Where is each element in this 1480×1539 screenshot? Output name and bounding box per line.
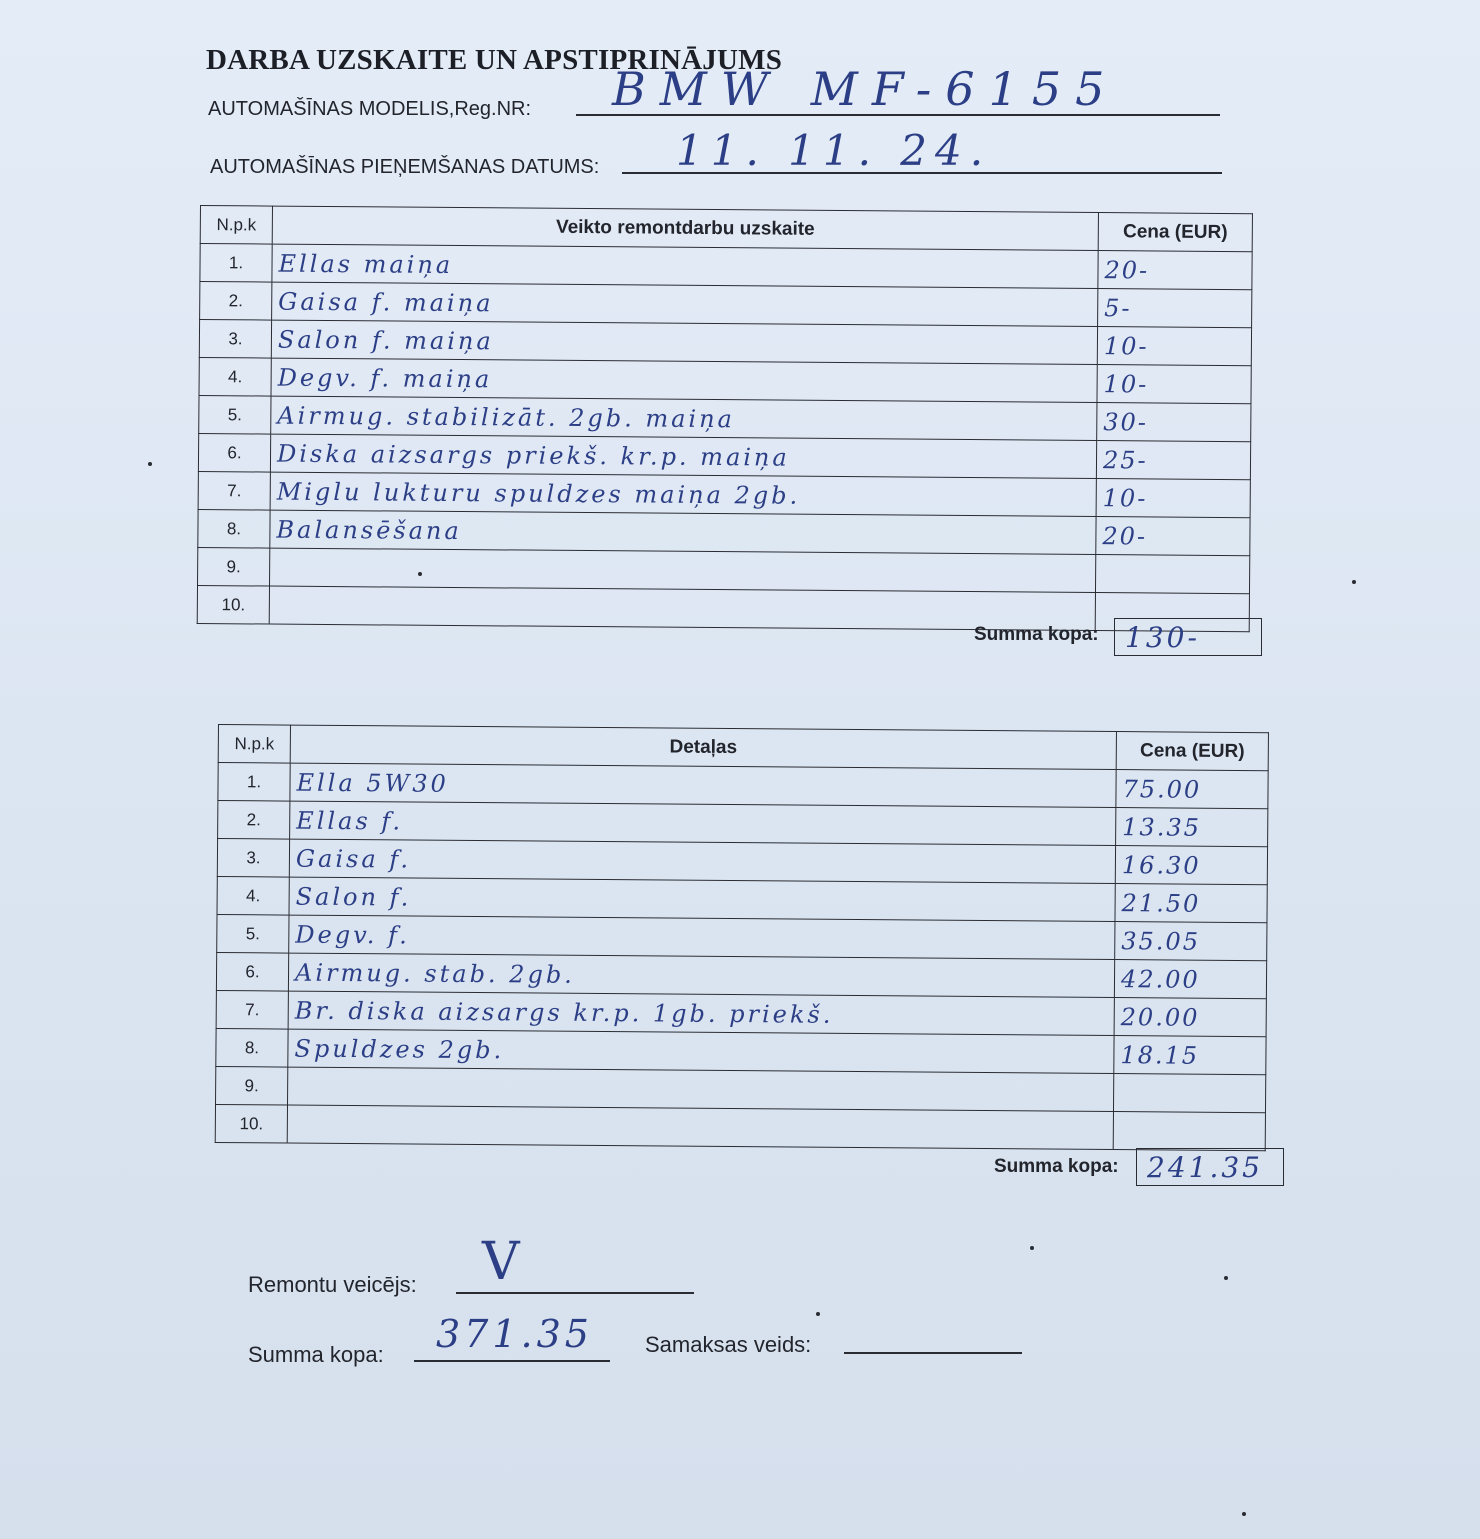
part-price	[1113, 1112, 1265, 1151]
row-number: 3.	[199, 320, 271, 359]
form-title: DARBA UZSKAITE UN APSTIPRINĀJUMS	[206, 44, 783, 76]
parts-header-price: Cena (EUR)	[1116, 732, 1268, 771]
work-sum-label: Summa kopa:	[974, 624, 1099, 645]
row-number: 4.	[199, 357, 271, 396]
work-desc: Degv. f. maiņa	[271, 358, 1097, 402]
model-label: AUTOMAŠĪNAS MODELIS,Reg.NR:	[208, 98, 532, 120]
work-desc	[270, 548, 1096, 592]
row-number: 5.	[199, 395, 271, 434]
table-row	[215, 1104, 1265, 1150]
work-desc: Diska aizsargs priekš. kr.p. maiņa	[270, 434, 1096, 478]
part-price: 13.35	[1116, 808, 1268, 847]
part-price	[1113, 1074, 1265, 1113]
work-header-npk: N.p.k	[200, 206, 272, 245]
work-desc: Ellas maiņa	[272, 244, 1098, 288]
row-number: 7.	[216, 990, 288, 1029]
work-price: 10-	[1097, 327, 1251, 366]
row-number: 9.	[216, 1066, 288, 1105]
work-desc: Salon f. maiņa	[271, 320, 1097, 364]
work-price: 20-	[1096, 517, 1250, 556]
speck-mark	[418, 572, 422, 576]
total-label: Summa kopa:	[248, 1342, 384, 1367]
parts-table	[215, 724, 1269, 1151]
row-number: 8.	[216, 1028, 288, 1067]
work-desc: Airmug. stabilizāt. 2gb. maiņa	[271, 396, 1097, 440]
speck-mark	[1242, 1512, 1246, 1516]
speck-mark	[1030, 1246, 1034, 1250]
work-price: 10-	[1096, 479, 1250, 518]
row-number: 7.	[198, 471, 270, 510]
row-number: 8.	[198, 509, 270, 548]
speck-mark	[148, 462, 152, 466]
part-desc: Degv. f.	[289, 915, 1115, 959]
part-price: 75.00	[1116, 770, 1268, 809]
row-number: 4.	[217, 876, 289, 915]
work-price: 5-	[1098, 289, 1252, 328]
work-price: 25-	[1096, 441, 1250, 480]
payment-underline	[844, 1352, 1022, 1354]
worker-label: Remontu veicējs:	[248, 1272, 417, 1297]
row-number: 3.	[217, 839, 289, 878]
work-sum-value: 130-	[1114, 618, 1262, 656]
payment-label: Samaksas veids:	[645, 1332, 812, 1357]
row-number: 1.	[218, 763, 290, 802]
row-number: 9.	[198, 547, 270, 586]
parts-sum-value: 241.35	[1136, 1148, 1284, 1186]
work-table	[197, 205, 1253, 632]
work-price: 20-	[1098, 251, 1252, 290]
work-desc: Gaisa f. maiņa	[272, 282, 1098, 326]
speck-mark	[816, 1312, 820, 1316]
part-desc: Ellas f.	[290, 801, 1116, 845]
row-number: 5.	[217, 914, 289, 953]
speck-mark	[1224, 1276, 1228, 1280]
date-label: AUTOMAŠĪNAS PIEŅEMŠANAS DATUMS:	[210, 156, 600, 178]
parts-header-npk: N.p.k	[218, 725, 290, 764]
row-number: 6.	[216, 952, 288, 991]
total-value: 371.35	[436, 1312, 593, 1356]
work-price	[1095, 555, 1249, 594]
part-price: 35.05	[1115, 922, 1267, 961]
part-desc: Br. diska aizsargs kr.p. 1gb. priekš.	[288, 991, 1114, 1035]
part-price: 42.00	[1114, 960, 1266, 999]
row-number: 6.	[198, 433, 270, 472]
row-number: 10.	[215, 1104, 287, 1143]
row-number: 2.	[200, 282, 272, 321]
work-header-price: Cena (EUR)	[1098, 213, 1252, 252]
part-price: 18.15	[1114, 1036, 1266, 1075]
row-number: 1.	[200, 244, 272, 283]
parts-header-desc: Detaļas	[290, 725, 1116, 769]
part-desc: Salon f.	[289, 877, 1115, 921]
part-desc: Ella 5W30	[290, 763, 1116, 807]
date-value: 11. 11. 24.	[676, 126, 992, 175]
part-desc: Airmug. stab. 2gb.	[288, 953, 1114, 997]
part-price: 21.50	[1115, 884, 1267, 923]
part-desc	[287, 1105, 1113, 1149]
part-price: 20.00	[1114, 998, 1266, 1037]
speck-mark	[1352, 580, 1356, 584]
part-price: 16.30	[1115, 846, 1267, 885]
total-underline	[414, 1360, 610, 1362]
parts-sum-label: Summa kopa:	[994, 1156, 1119, 1177]
work-desc: Balansēšana	[270, 510, 1096, 554]
worker-signature: V	[482, 1232, 520, 1292]
part-desc: Spuldzes 2gb.	[288, 1029, 1114, 1073]
work-desc: Miglu lukturu spuldzes maiņa 2gb.	[270, 472, 1096, 516]
work-price: 30-	[1097, 403, 1251, 442]
work-header-desc: Veikto remontdarbu uzskaite	[272, 206, 1098, 250]
model-value: BMW MF-6155	[612, 62, 1119, 116]
worker-underline	[456, 1292, 694, 1294]
row-number: 2.	[218, 801, 290, 840]
part-desc: Gaisa f.	[289, 839, 1115, 883]
row-number: 10.	[197, 585, 269, 624]
part-desc	[288, 1067, 1114, 1111]
work-desc	[269, 586, 1095, 630]
work-price: 10-	[1097, 365, 1251, 404]
